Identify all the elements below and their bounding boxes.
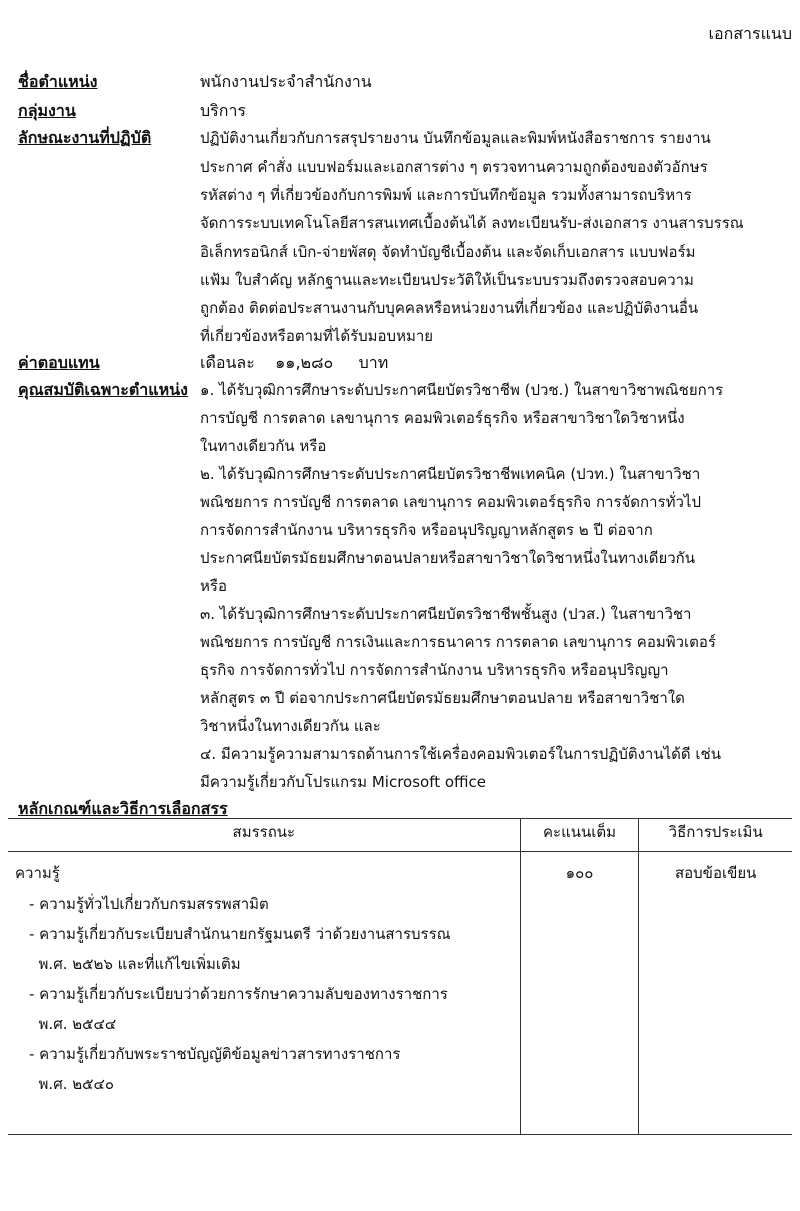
- position-label: ชื่อตำแหน่ง: [18, 72, 98, 91]
- group-label: กลุ่มงาน: [18, 101, 76, 120]
- qualification-line: พณิชยการ การบัญชี การเงินและการธนาคาร การตลาด เลขานุการ คอมพิวเตอร์: [200, 633, 716, 651]
- duties-line: อิเล็กทรอนิกส์ เบิก-จ่ายพัสดุ จัดทำบัญชีเบื้องต้น และจัดเก็บเอกสาร แบบฟอร์ม: [200, 243, 696, 261]
- qualification-line: หลักสูตร ๓ ปี ต่อจากประกาศนียบัตรมัธยมศึกษาตอนปลาย หรือสาขาวิชาใด: [200, 689, 685, 707]
- score-cell: [520, 852, 639, 1135]
- selection-heading: หลักเกณฑ์และวิธีการเลือกสรร: [18, 799, 228, 818]
- position-value: พนักงานประจำสำนักงาน: [200, 72, 372, 91]
- method-cell: [639, 852, 792, 1135]
- header-note: เอกสารแนบ: [708, 24, 792, 43]
- duties-line: ที่เกี่ยวข้องหรือตามที่ได้รับมอบหมาย: [200, 327, 434, 345]
- compensation-value: เดือนละ ๑๑,๒๘๐ บาท: [200, 353, 389, 372]
- duties-line: รหัสต่าง ๆ ที่เกี่ยวข้องกับการพิมพ์ และการบันทึกข้อมูล รวมทั้งสามารถบริหาร: [200, 186, 692, 204]
- competency-item: พ.ศ. ๒๕๔๔: [29, 1015, 117, 1033]
- table-row: [8, 852, 792, 1135]
- qualification-line: ในทางเดียวกัน หรือ: [200, 437, 327, 455]
- assessment-method: สอบข้อเขียน: [675, 864, 757, 882]
- competency-item: พ.ศ. ๒๕๒๖ และที่แก้ไขเพิ่มเติม: [29, 955, 241, 973]
- qualification-line: ๔. มีความรู้ความสามารถด้านการใช้เครื่องคอมพิวเตอร์ในการปฏิบัติงานได้ดี เช่น: [200, 745, 721, 763]
- qualification-line: มีความรู้เกี่ยวกับโปรแกรม Microsoft office: [200, 773, 487, 791]
- qualification-line: ๓. ได้รับวุฒิการศึกษาระดับประกาศนียบัตรวิชาชีพชั้นสูง (ปวส.) ในสาขาวิชา: [200, 605, 692, 623]
- duties-line: ประกาศ คำสั่ง แบบฟอร์มและเอกสารต่าง ๆ ตรวจทานความถูกต้องของตัวอักษร: [200, 158, 708, 176]
- table-header-row: [8, 819, 792, 852]
- competency-item: - ความรู้ทั่วไปเกี่ยวกับกรมสรรพสามิต: [29, 895, 269, 913]
- competency-item: - ความรู้เกี่ยวกับระเบียบสำนักนายกรัฐมนตรี ว่าด้วยงานสารบรรณ: [29, 925, 451, 943]
- qualification-line: ธุรกิจ การจัดการทั่วไป การจัดการสำนักงาน บริหารธุรกิจ หรืออนุปริญญา: [200, 661, 669, 679]
- duties-label: ลักษณะงานที่ปฏิบัติ: [18, 128, 152, 147]
- duties-line: แฟ้ม ใบสำคัญ หลักฐานและทะเบียนประวัติให้เป็นระบบรวมถึงตรวจสอบความ: [200, 271, 694, 289]
- qualification-line: การจัดการสำนักงาน บริหารธุรกิจ หรืออนุปริญญาหลักสูตร ๒ ปี ต่อจาก: [200, 521, 653, 539]
- qualification-line: ๑. ได้รับวุฒิการศึกษาระดับประกาศนียบัตรวิชาชีพ (ปวช.) ในสาขาวิชาพณิชยการ: [200, 381, 724, 399]
- competency-item: - ความรู้เกี่ยวกับระเบียบว่าด้วยการรักษาความลับของทางราชการ: [29, 985, 448, 1003]
- qualification-line: หรือ: [200, 577, 227, 595]
- header-method: วิธีการประเมิน: [639, 819, 792, 852]
- group-value: บริการ: [200, 101, 247, 120]
- competency-item: - ความรู้เกี่ยวกับพระราชบัญญัติข้อมูลข่าวสารทางราชการ: [29, 1045, 401, 1063]
- qualifications-label: คุณสมบัติเฉพาะตำแหน่ง: [18, 380, 188, 399]
- competency-item: พ.ศ. ๒๕๔๐: [29, 1075, 114, 1093]
- qualification-line: วิชาหนึ่งในทางเดียวกัน และ: [200, 717, 381, 735]
- qualification-line: การบัญชี การตลาด เลขานุการ คอมพิวเตอร์ธุรกิจ หรือสาขาวิชาใดวิชาหนึ่ง: [200, 409, 685, 427]
- duties-line: ถูกต้อง ติดต่อประสานงานกับบุคคลหรือหน่วยงานที่เกี่ยวข้อง และปฏิบัติงานอื่น: [200, 299, 699, 317]
- competency-title: ความรู้: [15, 864, 60, 882]
- header-full-score: คะแนนเต็ม: [520, 819, 639, 852]
- selection-table: [8, 818, 792, 1135]
- compensation-label: ค่าตอบแทน: [18, 353, 100, 372]
- qualification-line: พณิชยการ การบัญชี การตลาด เลขานุการ คอมพิวเตอร์ธุรกิจ การจัดการทั่วไป: [200, 493, 701, 511]
- duties-line: ปฏิบัติงานเกี่ยวกับการสรุปรายงาน บันทึกข้อมูลและพิมพ์หนังสือราชการ รายงาน: [200, 129, 711, 147]
- qualification-line: ๒. ได้รับวุฒิการศึกษาระดับประกาศนียบัตรวิชาชีพเทคนิค (ปวท.) ในสาขาวิชา: [200, 465, 701, 483]
- qualification-line: ประกาศนียบัตรมัธยมศึกษาตอนปลายหรือสาขาวิชาใดวิชาหนึ่งในทางเดียวกัน: [200, 549, 696, 567]
- competency-cell: [8, 852, 520, 1135]
- duties-line: จัดการระบบเทคโนโลยีสารสนเทศเบื้องต้นได้ ลงทะเบียนรับ-ส่งเอกสาร งานสารบรรณ: [200, 214, 744, 232]
- header-competency: สมรรถนะ: [8, 819, 520, 852]
- full-score: ๑๐๐: [565, 864, 594, 882]
